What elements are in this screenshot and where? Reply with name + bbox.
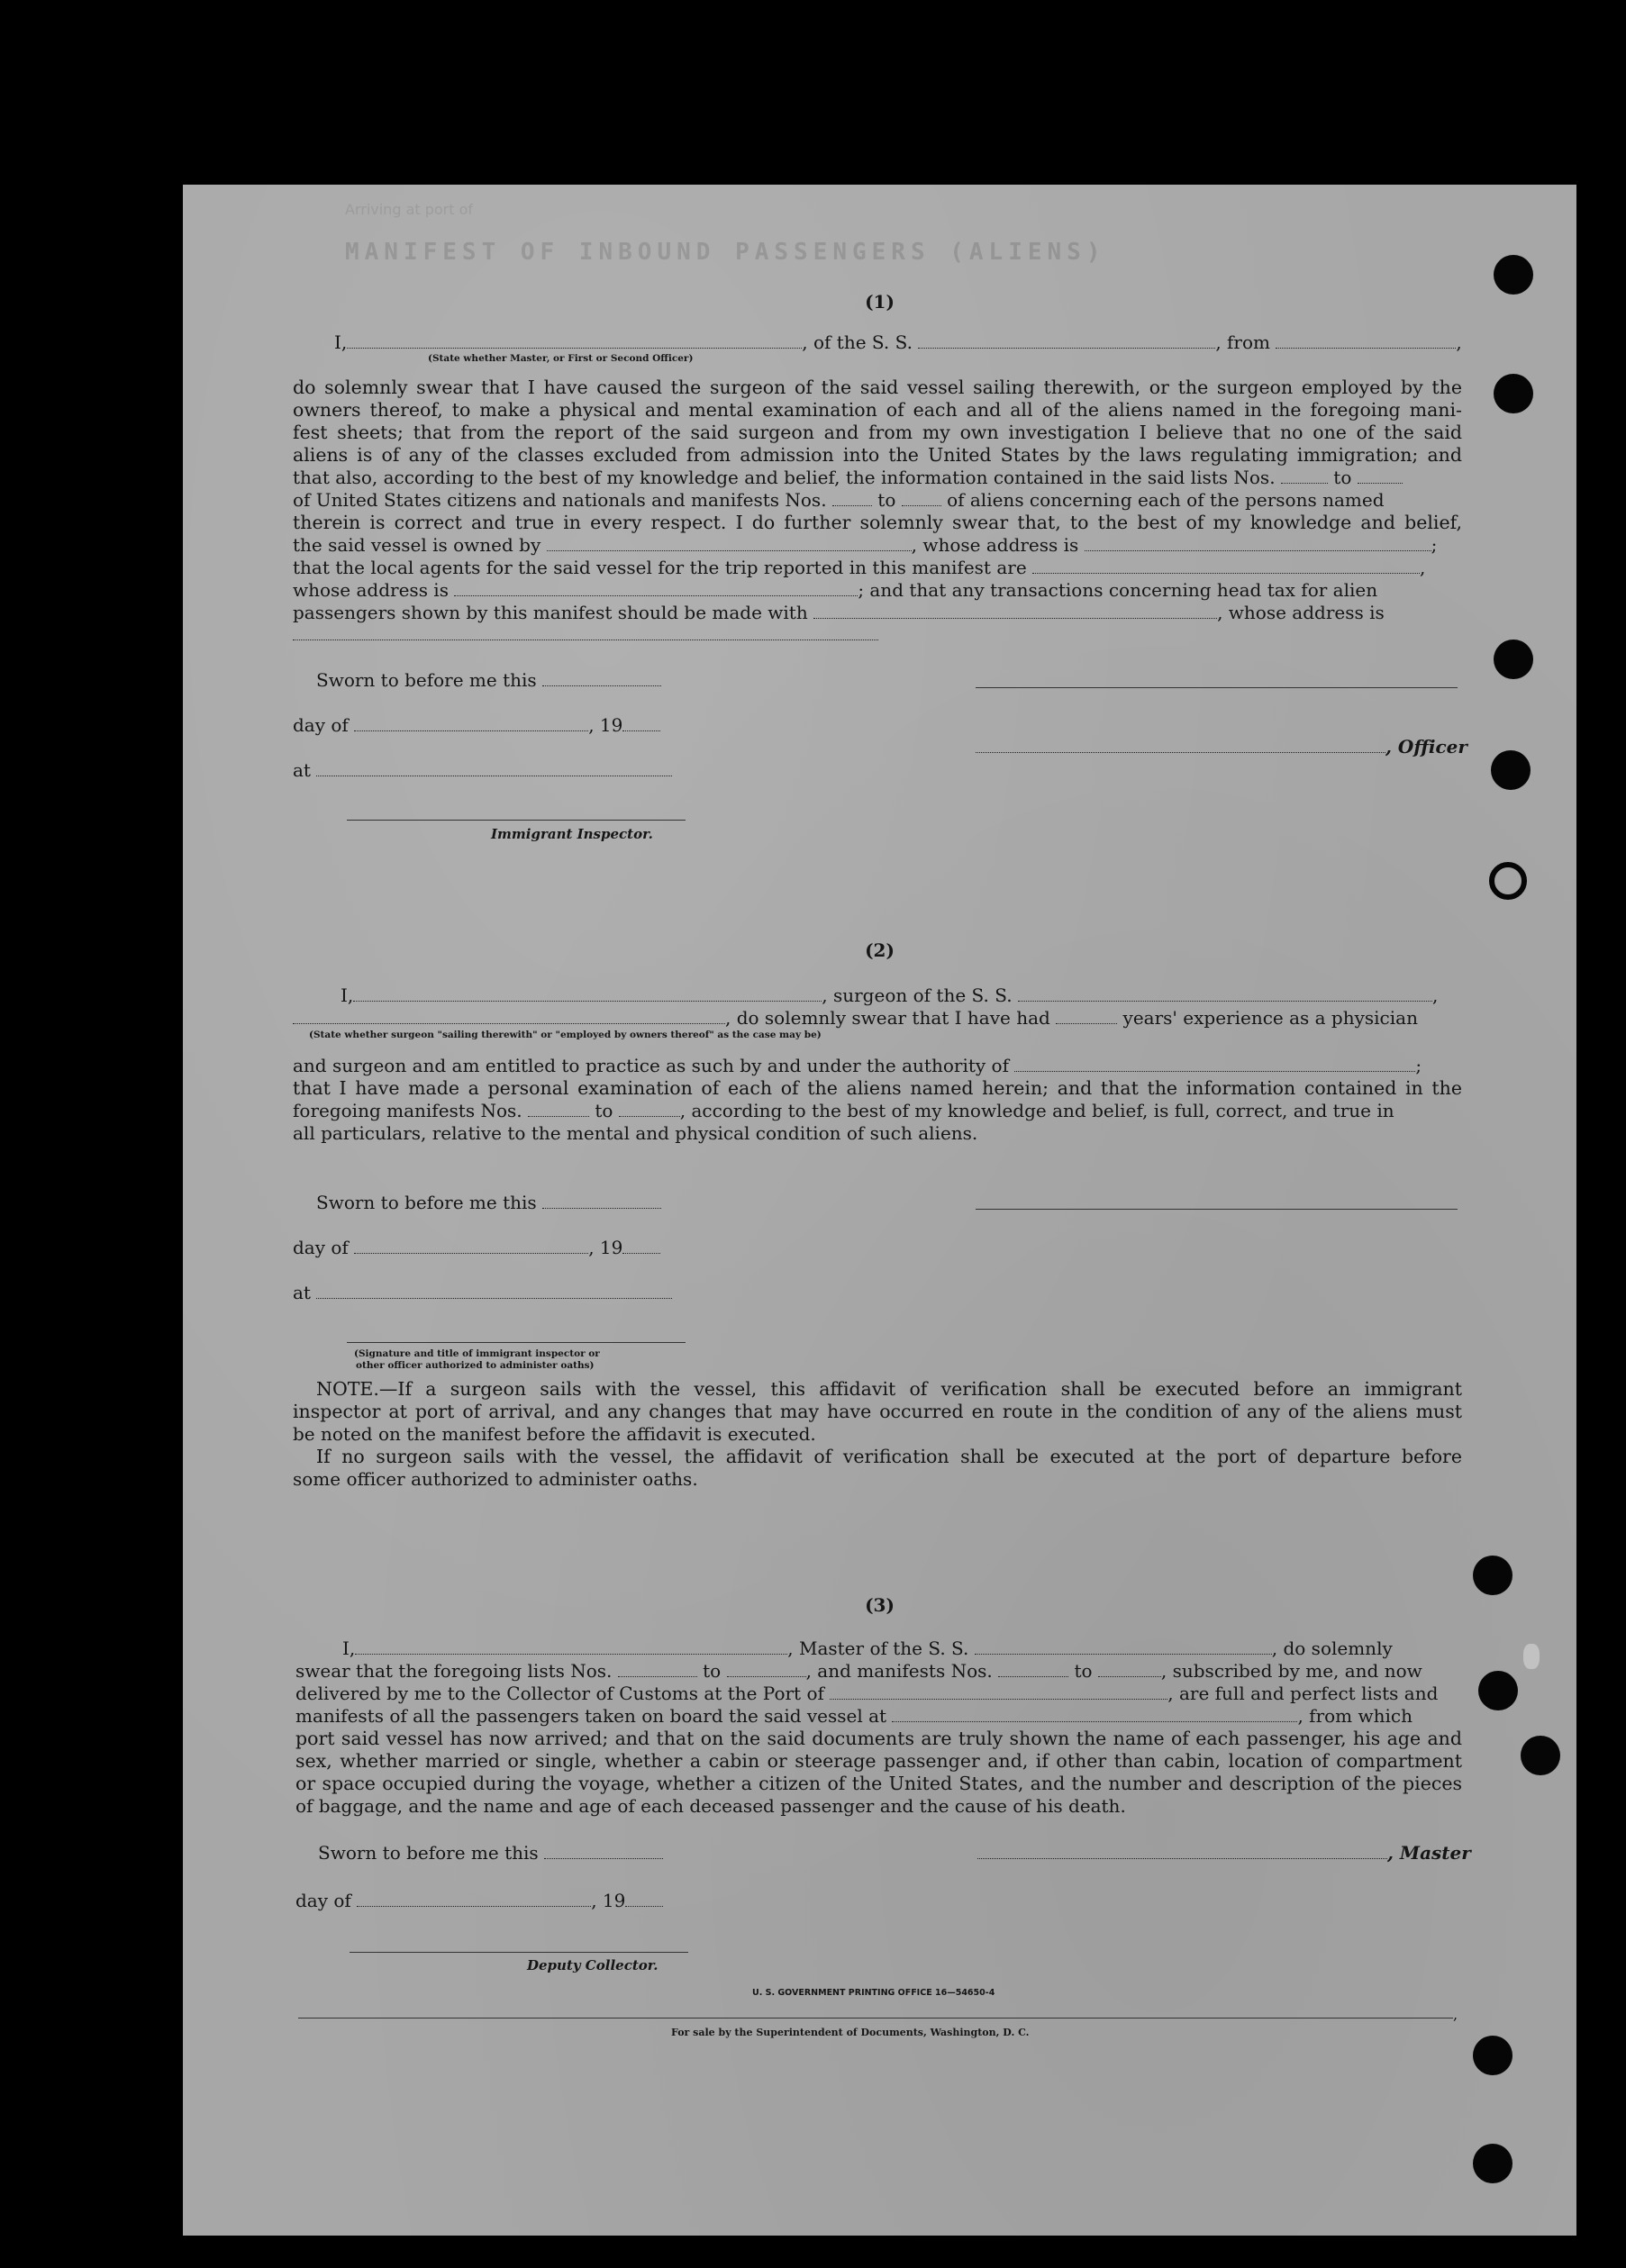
- s3-line-1: I, , Master of the S. S. , do solemnly: [342, 1637, 1393, 1659]
- s1-paragraph-line: passengers shown by this manifest should be made with , whose address is: [293, 602, 1385, 623]
- s3-master-line: , Master: [977, 1842, 1471, 1864]
- s1-paragraph-line: aliens is of any of the classes excluded from admission into the United States by the laws regulating immigration; and: [293, 444, 1462, 466]
- footer-rule: [298, 2018, 1453, 2019]
- s2-signature-title-line: [347, 1342, 686, 1343]
- section-2-number: (2): [865, 939, 895, 961]
- binder-hole: [1494, 255, 1533, 295]
- binder-hole: [1489, 862, 1527, 900]
- section-1-number: (1): [865, 291, 895, 313]
- s3-paragraph-line: of baggage, and the name and age of each deceased passenger and the cause of his death.: [295, 1795, 1126, 1817]
- s1-paragraph-line: fest sheets; that from the report of the said surgeon and from my own investigation I believe that no one of the said: [293, 422, 1462, 443]
- s3-paragraph-line: or space occupied during the voyage, whether a citizen of the United States, and the number and description of the pieces: [295, 1773, 1462, 1794]
- footer-rule-end: ,: [1453, 2006, 1458, 2023]
- binder-hole: [1478, 1671, 1518, 1710]
- s2-paragraph-line: that I have made a personal examination of each of the aliens named herein; and that the information contained in the: [293, 1077, 1462, 1099]
- s2-signature-note: other officer authorized to administer oaths): [356, 1360, 595, 1371]
- s2-at-line: at: [293, 1282, 672, 1303]
- s3-line-4: manifests of all the passengers taken on board the said vessel at , from which: [295, 1705, 1413, 1727]
- s3-deputy-label: Deputy Collector.: [527, 1957, 659, 1973]
- s1-line-1: I, , of the S. S. , from ,: [334, 331, 1462, 353]
- section-3-number: (3): [865, 1594, 895, 1616]
- s3-paragraph-line: sex, whether married or single, whether a cabin or steerage passenger and, if other than cabin, location of compartment: [295, 1750, 1462, 1772]
- binder-hole: [1494, 374, 1533, 413]
- s2-day-line: day of , 19: [293, 1237, 660, 1258]
- form-page: [183, 185, 1576, 2236]
- gpo-imprint: U. S. GOVERNMENT PRINTING OFFICE 16—54650-4: [752, 1988, 995, 1998]
- s2-note-line: NOTE.—If a surgeon sails with the vessel, this affidavit of verification shall be executed before an immigrant: [316, 1378, 1462, 1400]
- s3-sworn-line: Sworn to before me this: [318, 1842, 663, 1864]
- s3-paragraph-line: port said vessel has now arrived; and that on the said documents are truly shown the name of each passenger, his age and: [295, 1728, 1462, 1749]
- binder-hole: [1521, 1736, 1560, 1775]
- binder-hole: [1473, 2036, 1512, 2075]
- s1-paragraph-line: owners thereof, to make a physical and mental examination of each and all of the aliens named in the foregoing mani-: [293, 399, 1462, 421]
- binder-hole: [1491, 750, 1531, 790]
- ghost-header-small: Arriving at port of: [345, 201, 474, 218]
- s1-paragraph-line: whose address is ; and that any transactions concerning head tax for alien: [293, 579, 1378, 601]
- s1-inspector-label: Immigrant Inspector.: [491, 826, 653, 842]
- s2-line-2: , do solemnly swear that I have had years' experience as a physician: [293, 1007, 1418, 1029]
- s3-day-line: day of , 19: [295, 1890, 663, 1911]
- s2-note-line: some officer authorized to administer oaths.: [293, 1468, 698, 1490]
- s2-paragraph-line: all particulars, relative to the mental and physical condition of such aliens.: [293, 1122, 978, 1144]
- s2-sworn-line: Sworn to before me this: [316, 1192, 661, 1213]
- s2-note-line: If no surgeon sails with the vessel, the affidavit of verification shall be executed at the port of departure before: [316, 1446, 1462, 1467]
- s1-paragraph-line: of United States citizens and nationals and manifests Nos. to of aliens concerning each of the persons named: [293, 489, 1385, 511]
- s2-line-3: and surgeon and am entitled to practice as such by and under the authority of ;: [293, 1055, 1422, 1076]
- s3-deputy-line: [350, 1952, 688, 1953]
- s1-paragraph-line: the said vessel is owned by , whose address is ;: [293, 534, 1438, 556]
- binder-hole: [1494, 640, 1533, 679]
- s1-paragraph-line: that also, according to the best of my knowledge and belief, the information contained in the said lists Nos. to: [293, 467, 1403, 488]
- binder-hole: [1473, 1556, 1512, 1595]
- paper-smudge: [1523, 1644, 1540, 1669]
- s3-line-3: delivered by me to the Collector of Customs at the Port of , are full and perfect lists and: [295, 1683, 1439, 1704]
- s3-line-2: swear that the foregoing lists Nos. to , and manifests Nos. to , subscribed by me, and now: [295, 1660, 1422, 1682]
- s1-signature-line: [976, 687, 1458, 688]
- s1-officer-note: (State whether Master, or First or Second Officer): [428, 353, 694, 364]
- sale-notice: For sale by the Superintendent of Documents, Washington, D. C.: [671, 2027, 1030, 2038]
- s2-surgeon-note: (State whether surgeon "sailing therewith" or "employed by owners thereof" as the case may be): [309, 1030, 822, 1040]
- s2-line-1: I, , surgeon of the S. S. ,: [341, 984, 1439, 1006]
- binder-hole: [1473, 2144, 1512, 2183]
- s2-signature-note: (Signature and title of immigrant inspector or: [354, 1348, 600, 1359]
- s1-paragraph-line: therein is correct and true in every respect. I do further solemnly swear that, to the best of my knowledge and belief,: [293, 512, 1462, 533]
- s1-sworn-line: Sworn to before me this: [316, 669, 661, 691]
- ghost-header: MANIFEST OF INBOUND PASSENGERS (ALIENS): [345, 239, 1106, 266]
- s2-note-line: inspector at port of arrival, and any changes that may have occurred en route in the condition of any of the aliens must: [293, 1401, 1462, 1422]
- s1-paragraph-line: that the local agents for the said vessel for the trip reported in this manifest are ,: [293, 557, 1426, 578]
- s1-day-line: day of , 19: [293, 714, 660, 736]
- s2-line-5: foregoing manifests Nos. to , according to the best of my knowledge and belief, is full, correct, and true in: [293, 1100, 1394, 1121]
- s2-signature-line: [976, 1209, 1458, 1210]
- s2-note-line: be noted on the manifest before the affidavit is executed.: [293, 1423, 816, 1445]
- s1-inspector-line: [347, 820, 686, 821]
- s1-paragraph-line: do solemnly swear that I have caused the surgeon of the said vessel sailing therewith, or the surgeon employed by the: [293, 376, 1462, 398]
- s1-officer-line: , Officer: [976, 736, 1467, 758]
- s1-at-line: at: [293, 759, 672, 781]
